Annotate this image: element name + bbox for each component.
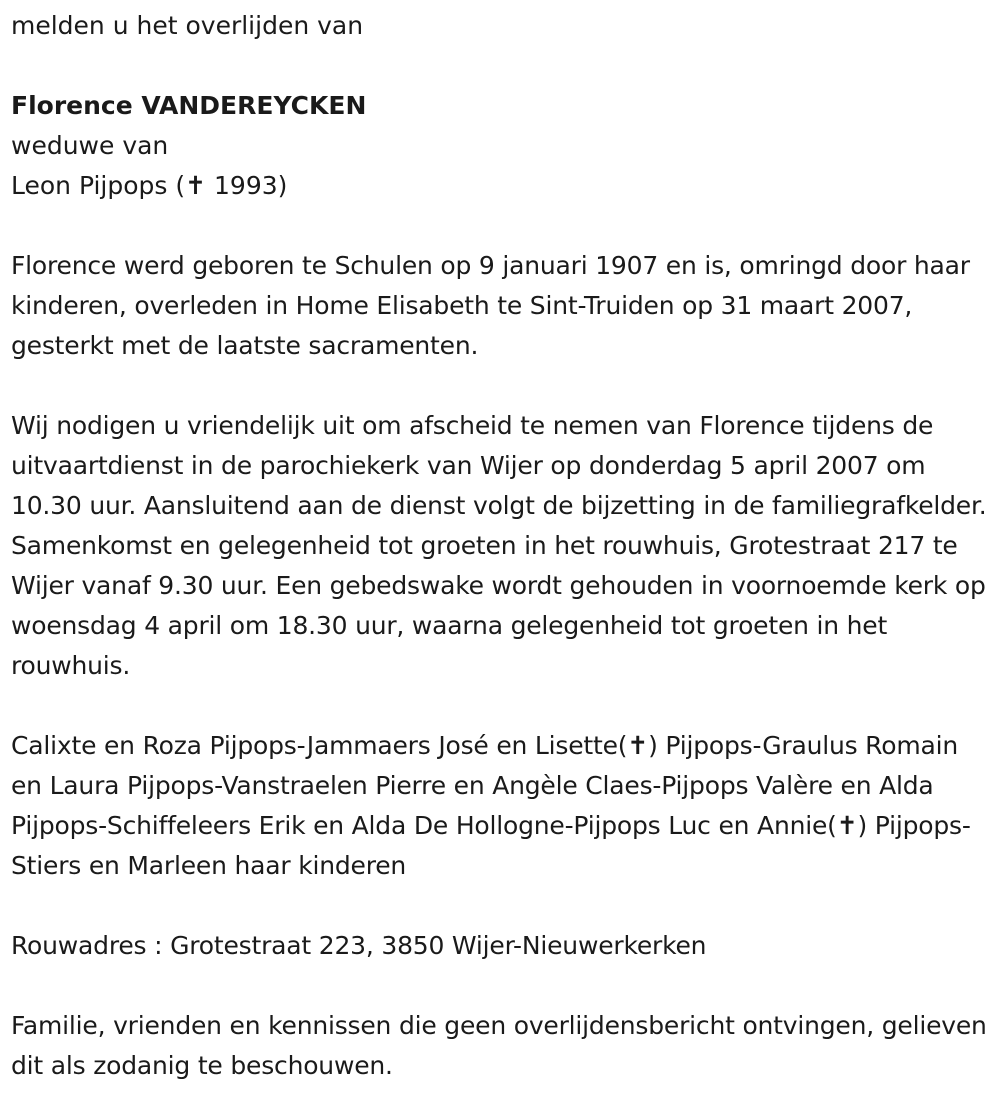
birth-death-paragraph: Florence werd geboren te Schulen op 9 januari 1907 en is, omringd door haar kinderen, overleden in Home Elisabeth te Sint-Truiden op 31 maart 2007, gesterkt met de laatste sacramenten. [11,251,970,360]
relation-text: weduwe van [11,131,169,160]
deceased-name: Florence VANDEREYCKEN [11,91,367,120]
funeral-paragraph: Wij nodigen u vriendelijk uit om afscheid te nemen van Florence tijdens de uitvaartdienst in de parochiekerk van Wijer op donderdag 5 april 2007 om 10.30 uur. Aansluitend aan de dienst volgt de bijzetting in de familiegrafkelder. Samenkomst en gelegenheid tot groeten in het rouwhuis, Grotestraat 217 te Wijer vanaf 9.30 uur. Een gebedswake wordt gehouden in voornoemde kerk op woensdag 4 april om 18.30 uur, waarna gelegenheid tot groeten in het rouwhuis. [11,411,987,680]
closing-paragraph: Familie, vrienden en kennissen die geen overlijdensbericht ontvingen, gelieven dit als zodanig te beschouwen. [11,1011,987,1080]
intro-text: melden u het overlijden van [11,11,364,40]
address-text: Rouwadres : Grotestraat 223, 3850 Wijer-Nieuwerkerken [11,931,707,960]
family-paragraph: Calixte en Roza Pijpops-Jammaers José en Lisette(✝) Pijpops-Graulus Romain en Laura Pijpops-Vanstraelen Pierre en Angèle Claes-Pijpops Valère en Alda Pijpops-Schiffeleers Erik en Alda De Hollogne-Pijpops Luc en Annie(✝) Pijpops-Stiers en Marleen haar kinderen [11,731,971,880]
spouse-text: Leon Pijpops (✝ 1993) [11,171,288,200]
